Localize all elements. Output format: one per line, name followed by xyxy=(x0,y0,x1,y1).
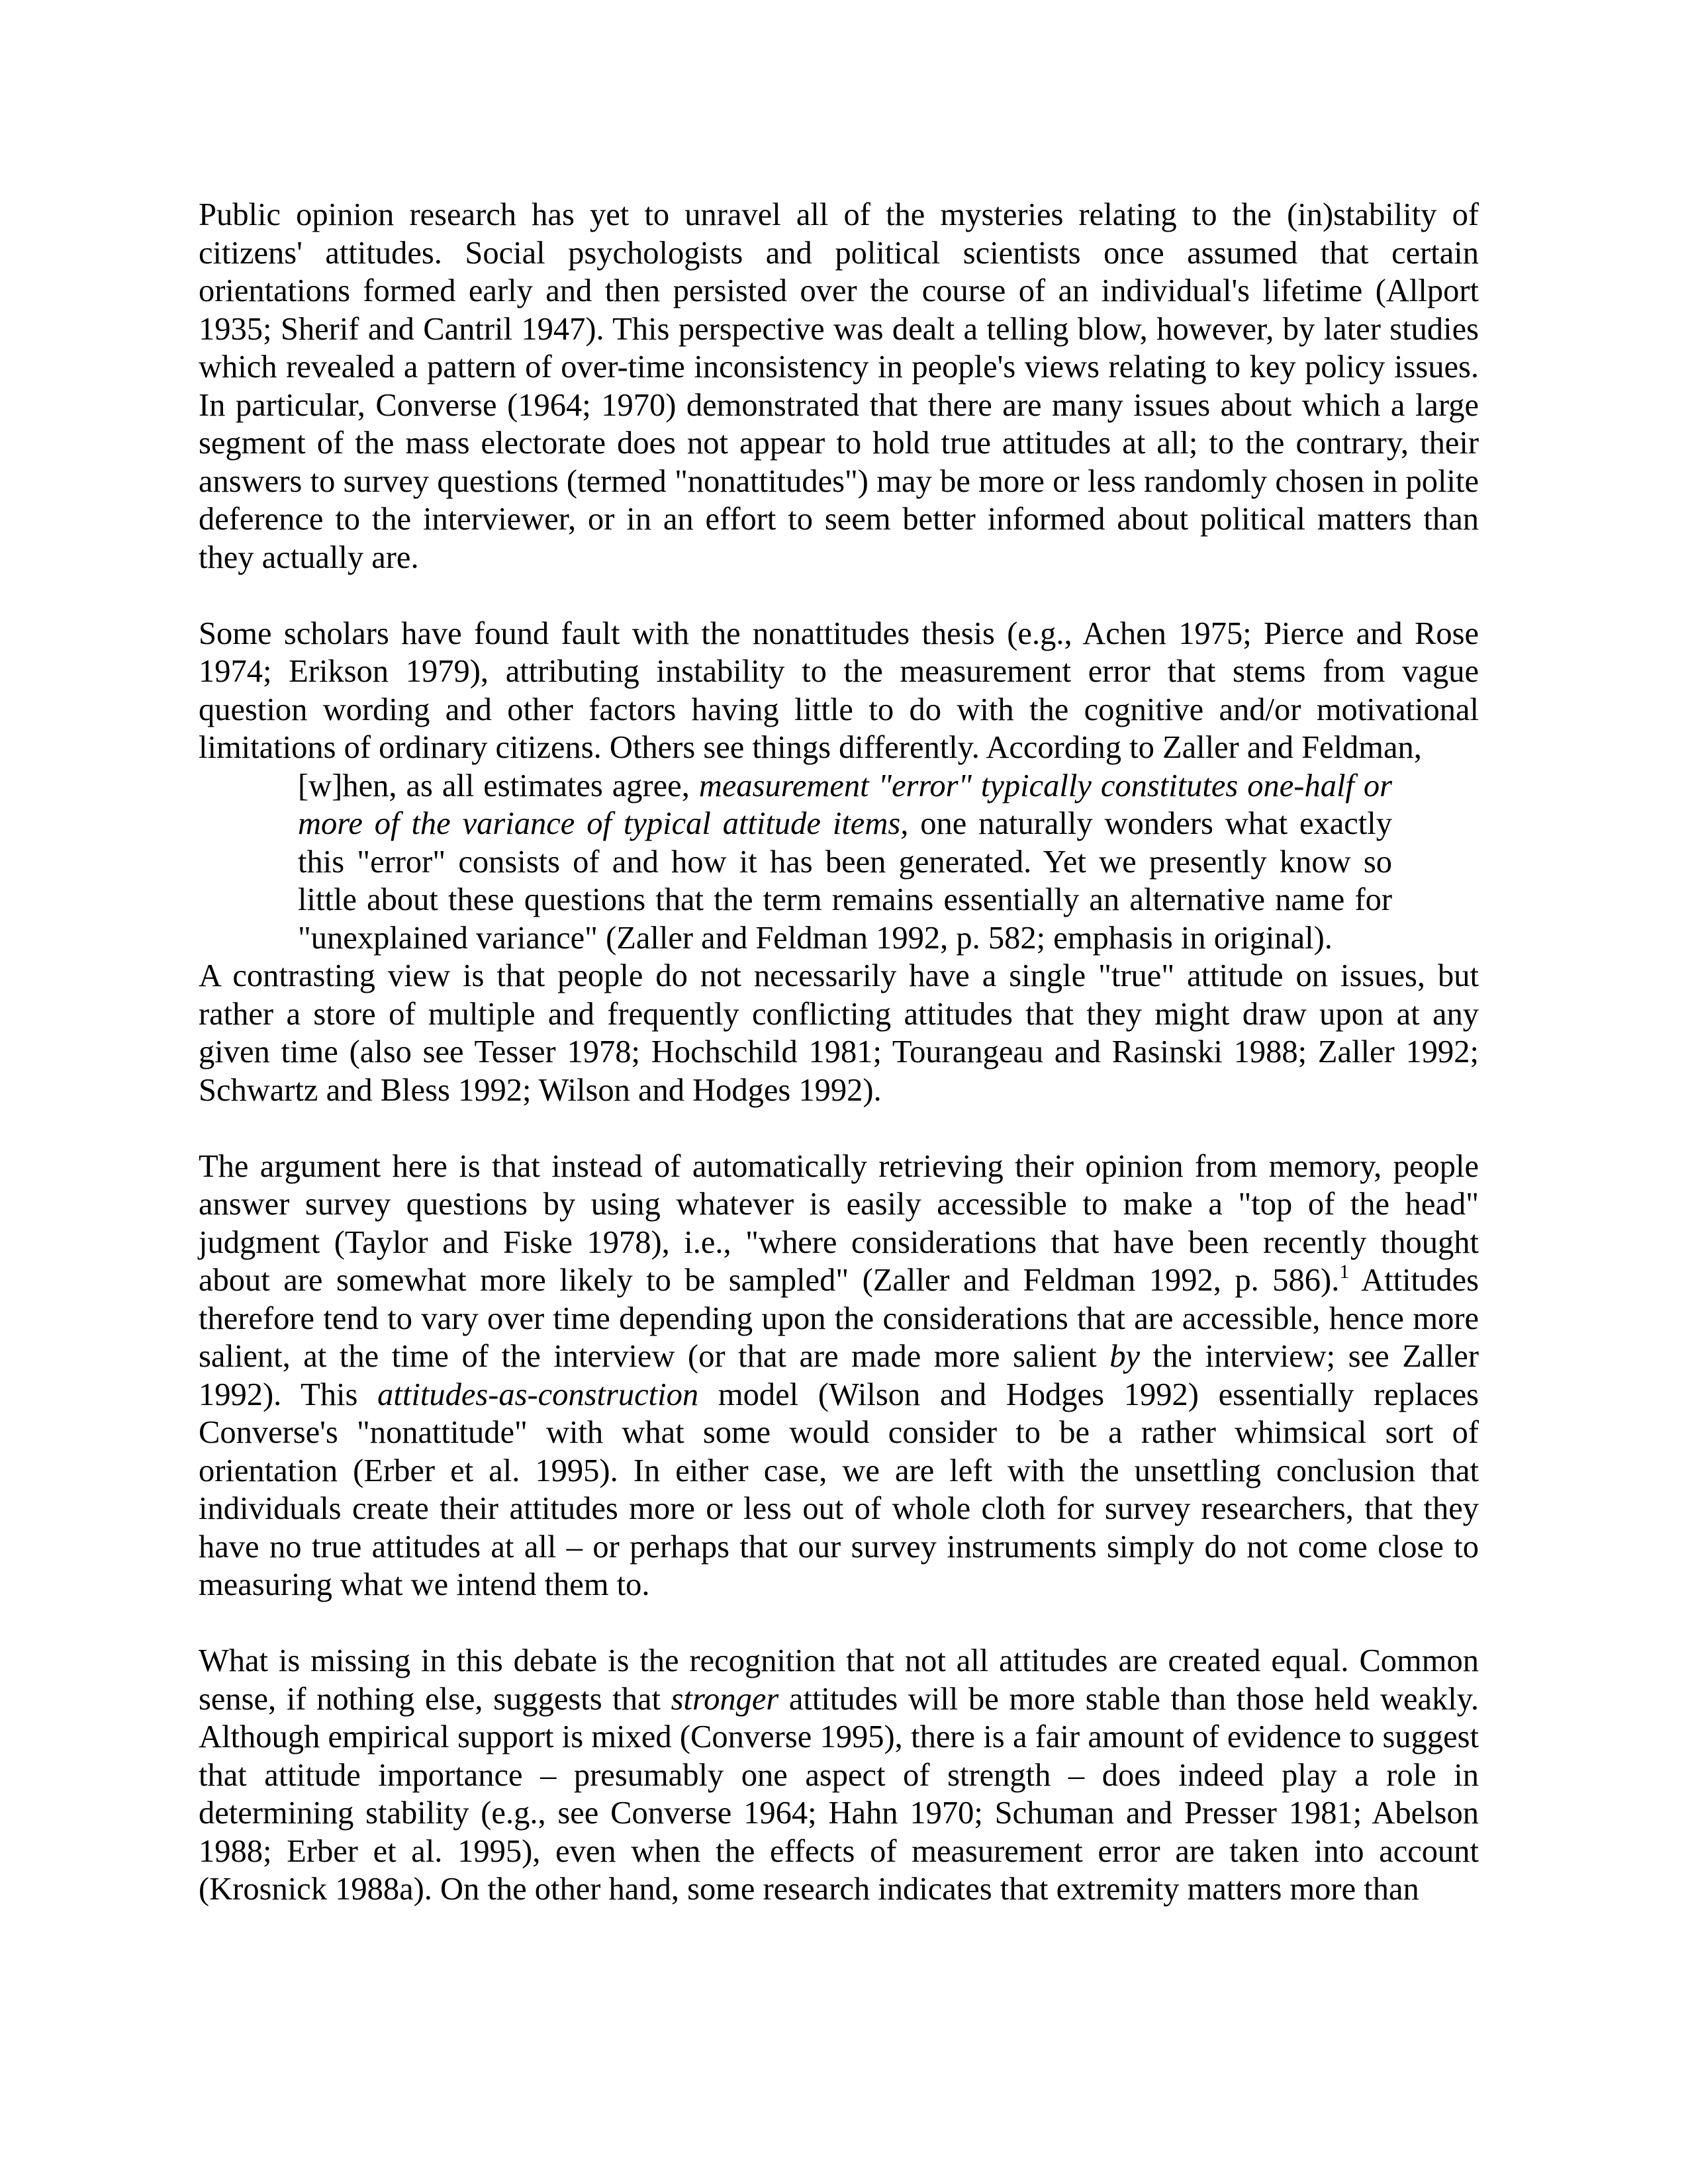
emphasis-stronger: stronger xyxy=(671,1681,779,1717)
emphasis-by: by xyxy=(1109,1339,1141,1374)
quote-emphasis: measurement "error" typically constitutes one-half or more of the variance of typical attitude items, xyxy=(298,768,1392,841)
paragraph-5-part-b: attitudes will be more stable than those held weakly. Although empirical support is mixed (Converse 1995), there is a fair amount of evidence to suggest that attitude importance – presumably one aspect of strength – does indeed play a role in determining stability (e.g., see Converse 1964; Hahn 1970; Schuman and Presser 1981; Abelson 1988; Erber et al. 1995), even when the effects of measurement error are taken into account (Krosnick 1988a). On the other hand, some research indicates that extremity matters more than xyxy=(199,1681,1479,1907)
paragraph-5-part-a: What is missing in this debate is the recognition that not all attitudes are created equal. Common sense, if nothing else, suggests that xyxy=(199,1643,1479,1717)
quote-end: one naturally wonders what exactly this "error" consists of and how it has been generated. Yet we presently know so little about these questions that the term remains essentially an alternative name for "unexplained variance" (Zaller and Feldman 1992, p. 582; emphasis in original). xyxy=(298,806,1392,956)
paragraph-2: Some scholars have found fault with the nonattitudes thesis (e.g., Achen 1975; Pierce and Rose 1974; Erikson 1979), attributing instability to the measurement error that stems from vague question wording and other factors having little to do with the cognitive and/or motivational limitations of ordinary citizens. Others see things differently. According to Zaller and Feldman, xyxy=(199,615,1479,765)
paragraph-4-part-d: model (Wilson and Hodges 1992) essentially replaces Converse's "nonattitude" with what some would consider to be a rather whimsical sort of orientation (Erber et al. 1995). In either case, we are left with the unsettling conclusion that individuals create their attitudes more or less out of whole cloth for survey researchers, that they have no true attitudes at all – or perhaps that our survey instruments simply do not come close to measuring what we intend them to. xyxy=(199,1377,1479,1602)
document-page xyxy=(199,196,1479,1909)
paragraph-4 xyxy=(199,1148,1479,1604)
paragraph-4-part-a: The argument here is that instead of automatically retrieving their opinion from memory, people answer survey questions by using whatever is easily accessible to make a "top of the head" judgment (Taylor and Fiske 1978), i.e., "where considerations that have been recently thought about are somewhat more likely to be sampled" (Zaller and Feldman 1992, p. 586). xyxy=(199,1148,1479,1298)
footnote-marker: 1 xyxy=(1339,1260,1350,1283)
paragraph-1: Public opinion research has yet to unravel all of the mysteries relating to the (in)stability of citizens' attitudes. Social psychologists and political scientists once assumed that certain orientations formed early and then persisted over the course of an individual's lifetime (Allport 1935; Sherif and Cantril 1947). This perspective was dealt a telling blow, however, by later studies which revealed a pattern of over-time inconsistency in people's views relating to key policy issues. In particular, Converse (1964; 1970) demonstrated that there are many issues about which a large segment of the mass electorate does not appear to hold true attitudes at all; to the contrary, their answers to survey questions (termed "nonattitudes") may be more or less randomly chosen in polite deference to the interviewer, or in an effort to seem better informed about political matters than they actually are. xyxy=(199,197,1479,575)
block-quote xyxy=(298,767,1392,958)
paragraph-3: A contrasting view is that people do not necessarily have a single "true" attitude on issues, but rather a store of multiple and frequently conflicting attitudes that they might draw upon at any given time (also see Tesser 1978; Hochschild 1981; Tourangeau and Rasinski 1988; Zaller 1992; Schwartz and Bless 1992; Wilson and Hodges 1992). xyxy=(199,958,1479,1108)
emphasis-model-name: attitudes-as-construction xyxy=(377,1377,699,1412)
quote-start: [w]hen, as all estimates agree, xyxy=(298,768,699,803)
paragraph-4-part-b: Attitudes therefore tend to vary over time depending upon the considerations that are accessible, hence more salient, at the time of the interview (or that are made more salient xyxy=(199,1263,1479,1374)
paragraph-5 xyxy=(199,1642,1479,1909)
paragraph-4-part-c: the interview; see Zaller 1992). This xyxy=(199,1339,1479,1412)
